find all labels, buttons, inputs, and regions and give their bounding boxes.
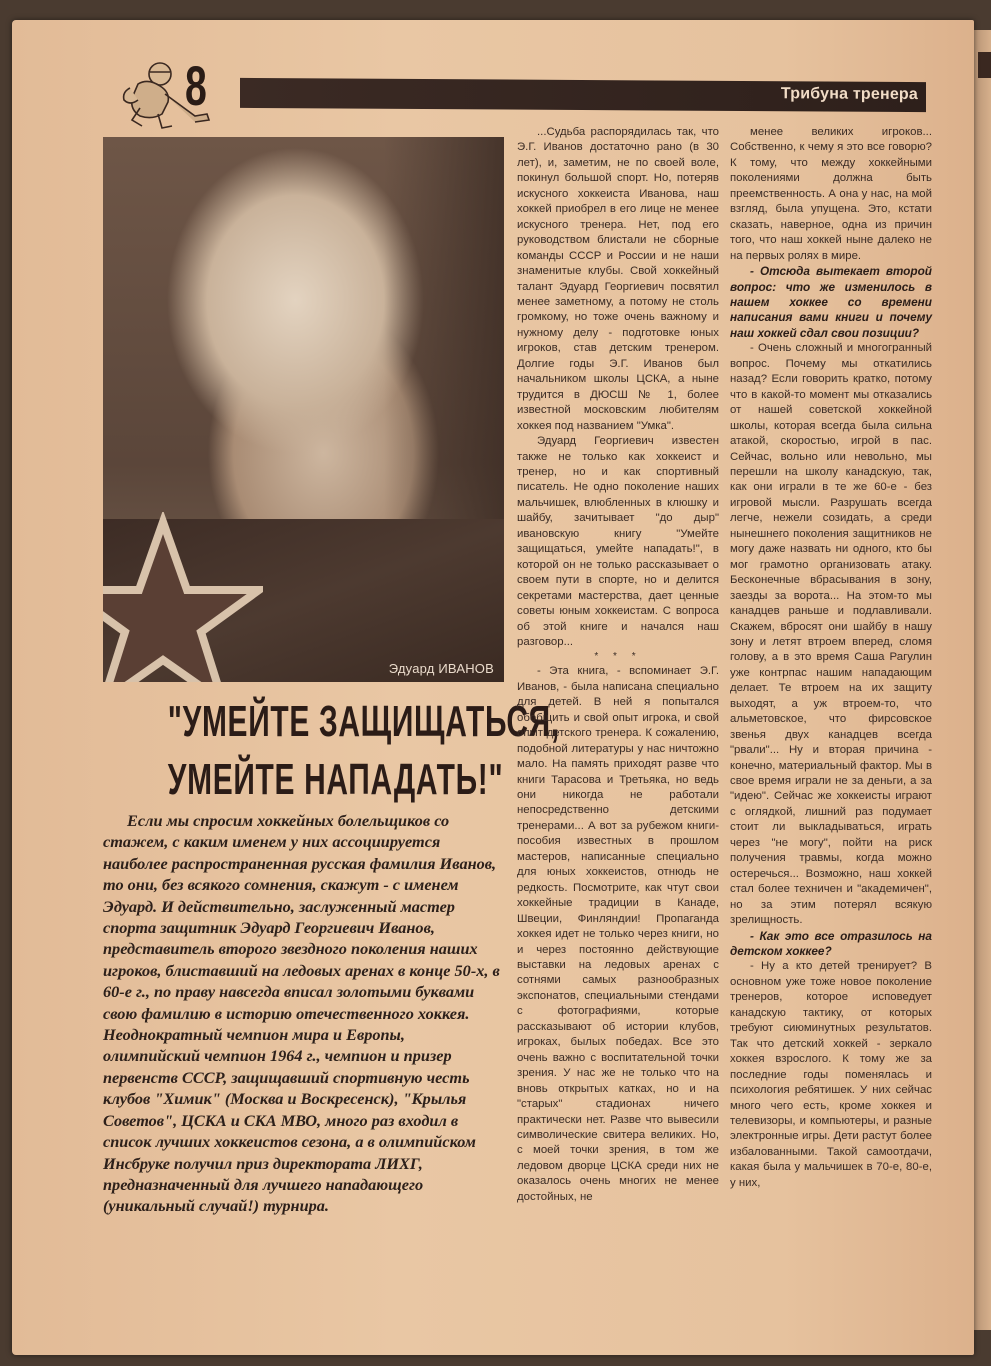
section-header-bar — [240, 78, 926, 112]
star-emblem-icon — [103, 512, 263, 682]
body-paragraph: ...Судьба распорядилась так, что Э.Г. Иванов достаточно рано (в 30 лет), и, заметим, не по своей воле, покинул большой спорт. Но, потеряв искусного хоккеиста Иванова, наш хоккей приобрел в его лице не менее искусного тренера. Нет, под его руководством блистали не сборные команды СССР и России и не наши знаменитые клубы. Свой хоккейный талант Эдуард Георгиевич посвятил менее заметному, а потому не столь громкому, но тоже очень важному и нужному делу - подготовке юных игроков, став детским тренером. Долгие годы Э.Г. Иванов был начальником школы ЦСКА, а ныне трудится в ДЮСШ № 1, более известной московским любителям хоккея под названием "Умка". — [517, 126, 719, 432]
body-paragraph: - Очень сложный и многогранный вопрос. Почему мы откатились назад? Если говорить кратко, потому что в какой-то момент мы отказались от нашей советской хоккейной школы, которая всегда была сильна атакой, скоростью, игрой в пас. Сейчас, вольно или невольно, мы перешли на школу канадскую, так, как они играли в те же 60-е - без игровой мысли. Разрушать всегда легче, нежели созидать, а среди нынешнего поколения защитников не могу даже назвать ни одного, кто бы мог грамотно организовать атаку. Бесконечные вбрасывания в зону, заезды за ворота... На этом-то мы канадцев раньше и подлавливали. Скажем, вбросят они шайбу в нашу зону и летят втроем вперед, сломя голову, а в это время Саша Рагулин уже контрпас нашим нападающим делает. Те втроем на их защиту выходят, а уж втроем-то, что альметовское, что фирсовское звенья двух канадцев всегда "рвали"... Ну и вторая причина - конечно, материальный фактор. Мы в свое время играли не за деньги, а за "идею". Сейчас же хоккеисты играют с оглядкой, лишний раз подумает стоит ли выкладываться, играть через "не могу", пойти на риск получения травмы, когда можно остеречься... Возможно, наш хоккей стал более техничен и "академичен", но за этим потерял всякую зрелищность. — [730, 342, 932, 927]
article-lead — [103, 810, 503, 1217]
page-number: 8 — [185, 54, 207, 117]
section-separator: * * * — [594, 651, 642, 663]
interview-question: - Как это все отразилось на детском хоккее? — [730, 928, 932, 959]
portrait-photo — [103, 137, 504, 682]
adjacent-page-tab — [978, 52, 991, 78]
article-headline — [103, 693, 560, 809]
article-column-1 — [517, 125, 719, 1205]
body-paragraph: Эдуард Георгиевич известен также не только как хоккеист и тренер, но и как спортивный писатель. Не одно поколение наших мальчишек, влюбленных в клюшку и шайбу, зачитывает "до дыр" ивановскую книгу "Умейте защищаться, умейте нападать!", в которой он не только рассказывает о своем пути в спорте, но и делится секретами мастерства, дает ценные советы юным хоккеистам. С вопроса об этой книге и начался наш разговор... — [517, 435, 719, 648]
adjacent-page-edge — [974, 30, 991, 1330]
lead-paragraph: Если мы спросим хоккейных болельщиков со стажем, с каким именем у них ассоциируется наиболее распространенная русская фамилия Иванов, то они, без всякого сомнения, скажут - с именем Эдуард. И действительно, заслуженный мастер спорта защитник Эдуард Георгиевич Иванов, представитель второго звездного поколения наших игроков, блиставший на ледовых аренах в конце 50-х, в 60-е г., по праву навсегда вписал золотыми буквами свою фамилию в историю отечественного хоккея. Неоднократный чемпион мира и Европы, олимпийский чемпион 1964 г., чемпион и призер первенств СССР, защищавший спортивную честь клубов "Химик" (Москва и Воскресенск), "Крылья Советов", ЦСКА и СКА МВО, много раз входил в список лучших хоккеистов сезона, а в олимпийском Инсбруке получил приз директората ЛИХГ, предназначенный для лучшего нападающего (уникальный случай!) турнира. — [103, 811, 500, 1216]
body-paragraph: менее великих игроков... Собственно, к чему я это все говорю? К тому, что между хоккейными поколениями должна быть преемственность. А она у нас, на мой взгляд, была упущена. Это, кстати сказать, наверное, одна из причин того, что наш хоккей ныне далеко не на первых ролях в мире. — [730, 126, 932, 262]
headline-line-1: "УМЕЙТЕ ЗАЩИЩАТЬСЯ, — [167, 697, 560, 746]
body-paragraph: - Ну а кто детей тренирует? В основном уже тоже новое поколение тренеров, которое исповедует канадскую тактику, от которых требуют сиюминутных результатов. Так что детский хоккей - зеркало хоккея взрослого. К тому же за последние годы поменялась и психология ребятишек. У них сейчас много чего есть, кроме хоккея и телевизоры, и компьютеры, и разные электронные игры. Дети растут более избалованными. Такой самоотдачи, какая была у мальчишек в 70-е, 80-е, у них, — [730, 960, 932, 1189]
section-title: Трибуна тренера — [780, 85, 918, 104]
photo-caption: Эдуард ИВАНОВ — [388, 661, 494, 676]
article-column-2 — [730, 125, 932, 1191]
headline-line-2: УМЕЙТЕ НАПАДАТЬ!" — [167, 755, 504, 804]
body-paragraph: - Эта книга, - вспоминает Э.Г. Иванов, - была написана специально для детей. В ней я попытался обобщить и свой опыт игрока, и свой опыт детского тренера. К сожалению, подобной литературы у нас ничтожно мало. На память приходят разве что книги Тарасова и Третьяка, но ведь они никогда не работали непосредственно детскими тренерами... А вот за рубежом книги-пособия известных в прошлом мастеров, написанные специально для юных хоккеистов, отнюдь не редкость. Посмотрите, как чтут свои хоккейные традиции в Канаде, Швеции, Финляндии! Пропаганда хоккея идет не только через книги, но и через постоянно действующие выставки на ледовых аренах с сотнями самых разнообразных экспонатов, специальными стендами с фотографиями, которые рассказывают об истории клубов, игроках, былых победах. Все это очень важно с воспитательной точки зрения. У нас же не только что на вновь открытых катках, но и на "старых" стадионах ничего практически нет. Разве что вывесили символические свитера великих. Но, с моей точки зрения, в том же ледовом дворце ЦСКА среди них не оказалось очень многих не менее достойных, не — [517, 665, 719, 1203]
photo-background-shadow — [384, 137, 504, 519]
interview-question: - Отсюда вытекает второй вопрос: что же изменилось в нашем хоккее со времени написания вами книги и почему наш хоккей сдал свои позиции? — [730, 264, 932, 340]
